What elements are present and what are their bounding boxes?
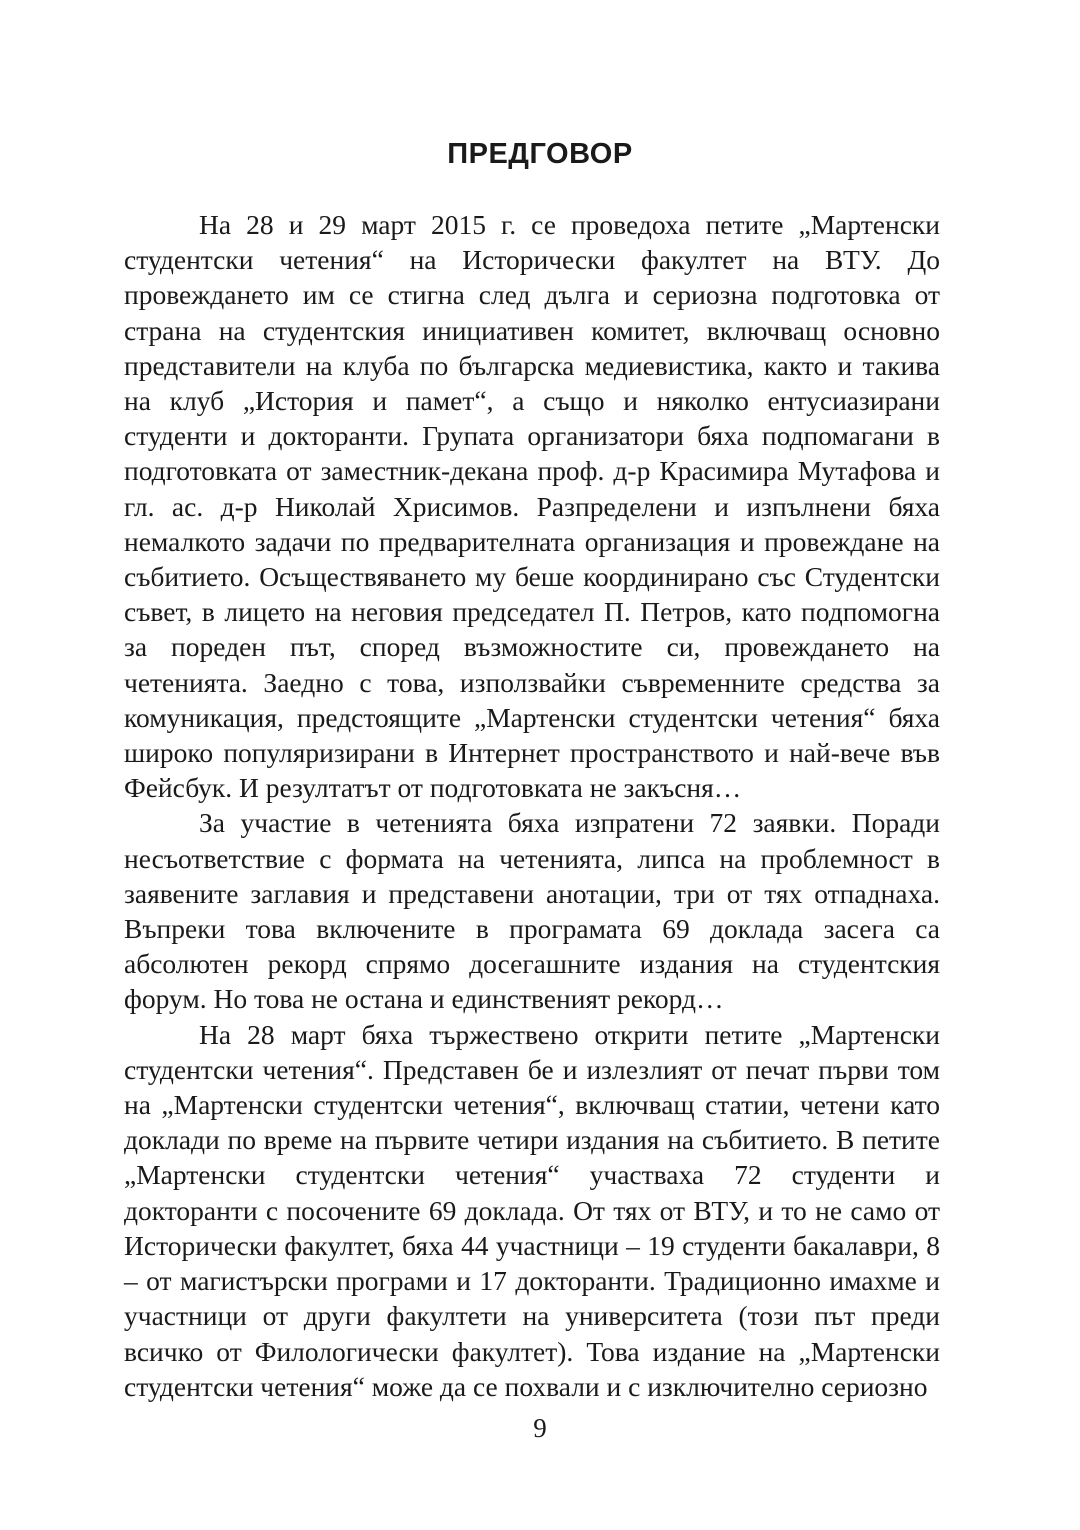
paragraph-3: На 28 март бяха тържествено открити петите „Мартенски студентски четения“. Представен бе и излезлият от печат първи том на „Мартенски студентски четения“, включващ статии, четени като доклади по време на първите четири издания на събитието. В петите „Мартенски студентски четения“ участваха 72 студенти и докторанти с посочените 69 доклада. От тях от ВТУ, и то не само от Исторически факултет, бяха 44 участници – 19 студенти бакалаври, 8 – от магистърски програми и 17 докторанти. Традиционно имахме и участници от други факултети на университета (този път преди всичко от Филологически факултет). Това издание на „Мартенски студентски четения“ може да се похвали и с изключително сериозно	[124, 1018, 940, 1402]
page-title: ПРЕДГОВОР	[447, 138, 633, 170]
paragraph-2: За участие в четенията бяха изпратени 72 заявки. Поради несъответствие с формата на четенията, липса на проблемност в заявените заглавия и представени анотации, три от тях отпаднаха. Въпреки това включените в програмата 69 доклада засега са абсолютен рекорд спрямо досегашните издания на студентския форум. Но това не остана и единственият рекорд…	[124, 807, 940, 1015]
body-text	[124, 207, 940, 1404]
paragraph-1: На 28 и 29 март 2015 г. се проведоха петите „Мартенски студентски четения“ на Исторически факултет на ВТУ. До провеждането им се стигна след дълга и сериозна подготовка от страна на студентския инициативен комитет, включващ основно представители на клуба по българска медиевистика, както и такива на клуб „История и памет“, а също и няколко ентусиазирани студенти и докторанти. Групата организатори бяха подпомагани в подготовката от заместник-декана проф. д-р Красимира Мутафова и гл. ас. д-р Николай Хрисимов. Разпределени и изпълнени бяха немалкото задачи по предварителната организация и провеждане на събитието. Осъществяването му беше координирано със Студентски съвет, в лицето на неговия председател П. Петров, като подпомогна за пореден път, според възможностите си, провеждането на четенията. Заедно с това, използвайки съвременните средства за комуникация, предстоящите „Мартенски студентски четения“ бяха широко популяризирани в Интернет пространството и най-вече във Фейсбук. И резултатът от подготовката не закъсня…	[124, 209, 940, 804]
page-number: 9	[533, 1413, 547, 1443]
